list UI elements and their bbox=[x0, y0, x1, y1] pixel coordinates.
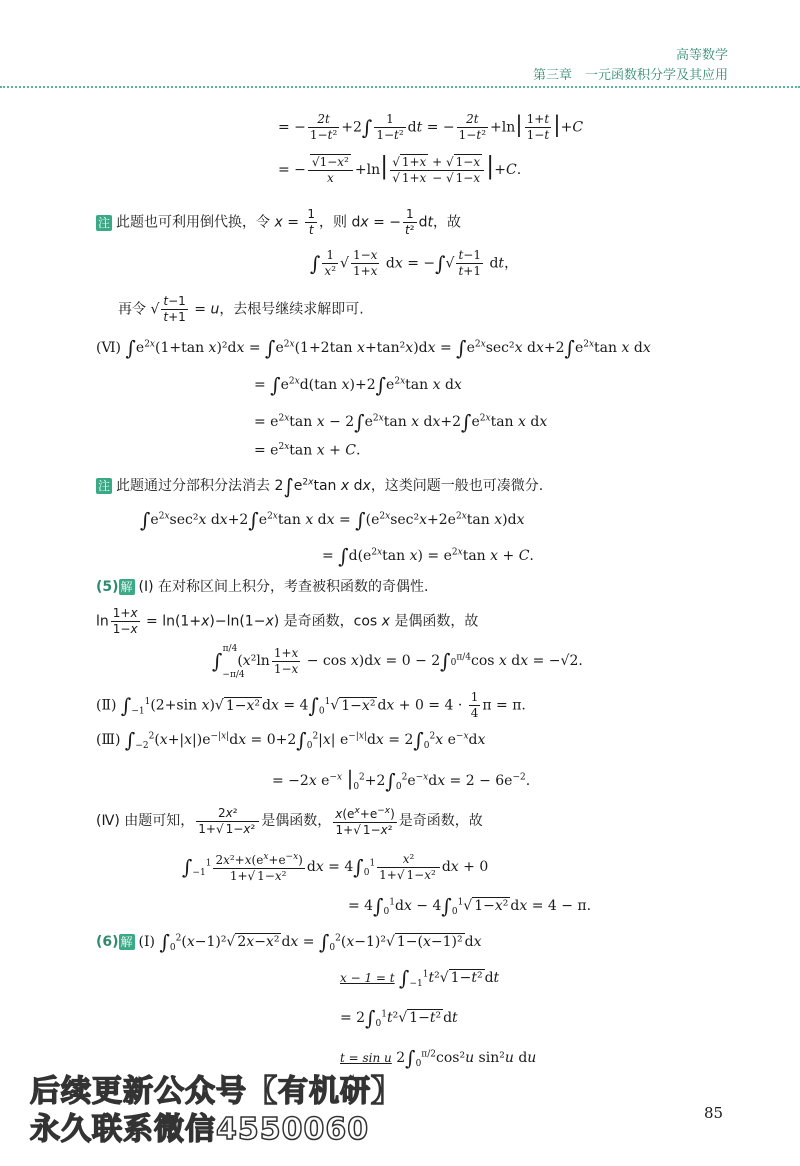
chapter-title: 第三章 一元函数积分学及其应用 bbox=[532, 68, 728, 83]
math-line: (Ⅵ) $\int e^{2x}(1+\tan$ $x)^2dx = \int e^{2x}(1+2\tan$ $x+\tan^2x)dx = \int e^{2x}\sec^2x$ $dx+2\int e^{2x}\tan$ x dx bbox=[96, 336, 651, 360]
math-line: = − $\frac{2t}{\text{1−t²}}$ +2∫ $\frac{1}{\text{1−t²}}$ dt = − $\frac{2t}{\text{1−t²}}$ +ln| $\frac{1+t}{1-t}$ |+C bbox=[278, 112, 584, 142]
math-line: = $e^{2x}\tan$ $x - 2\int e^{2x}\tan$ x $dx+2\int e^{2x}\tan$ x dx bbox=[254, 410, 548, 434]
note-badge: 注 bbox=[97, 479, 110, 493]
header-divider bbox=[0, 86, 800, 88]
solution-badge: 解 bbox=[120, 580, 133, 594]
q6-number: (6) bbox=[96, 934, 119, 950]
math-line: = $\int e^{2x}d(\tan$ $x)+2\int e^{2x}\tan$ x dx bbox=[254, 373, 462, 397]
math-line: (Ⅱ) $\int_{-1}^1(2+\sin$ x)√ 1−x² dx = $4\int_0^1√$ 1−x² dx + 0 = 4 · $\frac{1}{4}$ π = π. bbox=[96, 690, 526, 720]
q5-line: (5) 解 (Ⅰ) 在对称区间上积分，考查被积函数的奇偶性. bbox=[96, 579, 429, 595]
note-badge: 注 bbox=[97, 215, 110, 230]
page-number: 85 bbox=[704, 1104, 724, 1122]
q5-number: (5) bbox=[96, 579, 119, 595]
math-line: $\int e^{2x}\sec^2x$ $dx+2\int e^{2x}\tan$ x dx = $\int(e^{2x}\sec^2x+2e^{2x}\tan$ x)dx bbox=[140, 508, 525, 532]
q6-line: (6) 解 (Ⅰ) $\int_0^2(x-1)^2√$ 2x−x² dx = $\int_0^2(x-1)^2√$ 1−(x−1)² dx bbox=[96, 930, 482, 954]
math-line: t = sin u $2\int_0^{\pi/2}\cos^2u$ sin²u du bbox=[340, 1046, 537, 1070]
math-line: $\int_{-1}^1$ $\frac{2x^2+x(e^x+e^{-x})}{\text{1+√ 1−x²}}$ dx = $4\int_0^1$ $\frac{\text{x²}}{\text{1+√ 1−x²}}$ dx + 0 bbox=[182, 851, 489, 883]
book-title: 高等数学 bbox=[675, 48, 728, 63]
math-line: x − 1 = t $\int_{-1}^1t^2√$ 1−t² dt bbox=[340, 966, 500, 990]
math-line: = $2\int_0^1t^2√$ 1−t² dt bbox=[340, 1006, 458, 1030]
substitution-t: x − 1 = t bbox=[340, 971, 395, 985]
math-line: = $e^{2x}\tan$ x + C. bbox=[254, 442, 361, 459]
solution-badge: 解 bbox=[120, 935, 133, 949]
watermark-line-2: 永久联系微信4550060 bbox=[30, 1112, 370, 1147]
math-line: $\int_{-\pi/4}^{\pi/4}(x^2\ln$ $\frac{1+x}{1-x}$ − $\cos x)dx = 0 - 2\int 0^{\pi/4}\cos$ x dx = −√2. bbox=[212, 644, 583, 680]
substitution-u: t = sin u bbox=[340, 1051, 392, 1065]
math-line: = $\int d(e^{2x}\tan$ $x) = e^{2x}\tan$ x + C. bbox=[322, 544, 534, 568]
text-line: (Ⅳ) 由题可知， $\frac{\text{2x²}}{\text{1+√ 1−x²}}$ 是偶函数， $\frac{x(e^x+e^{-x})}{\text{1+√ 1−x²}}$ 是奇函数，故 bbox=[96, 805, 483, 837]
math-line: = $4\int_0^1dx - 4\int_0^1√$ 1−x² dx = 4 − π. bbox=[348, 894, 592, 918]
math-line: = − $\frac{\text{√1−x²}}{x}$ +ln| $\frac{√ 1+x + √ 1-x}{√ 1+x - √ 1-x}$ |+C. bbox=[278, 152, 522, 185]
text-line: ln $\frac{1+x}{1-x}$ = ln(1+x)−ln(1−x) 是奇函数，cos x 是偶函数，故 bbox=[96, 606, 479, 636]
math-line: ∫ $\frac{1}{\text{x²}}$ √ $\frac{1-x}{1+x}$ dx = −∫√ $\frac{t-1}{t+1}$ dt， bbox=[310, 248, 519, 278]
watermark-line-1: 后续更新公众号【有机研】 bbox=[30, 1074, 402, 1109]
note-line: 注 此题通过分部积分法消去 $2\int e^{2x}\tan$ x dx，这类问题一般也可凑微分. bbox=[97, 474, 544, 498]
math-line: (Ⅲ) $\int_{-2}^2(x+|x|)e^{-|x|}dx = 0+2\int_0^2|x|$ $e^{-|x|}dx = 2\int_0^2x$ $e^{-x}dx$ bbox=[96, 728, 486, 752]
text-line: 再令 √ $\frac{t-1}{t+1}$ = u，去根号继续求解即可. bbox=[118, 294, 364, 324]
note-line: 注 此题也可利用倒代换，令 x = $\frac{1}{t}$ ，则 dx = − $\frac{1}{\text{t²}}$ dt，故 bbox=[97, 207, 461, 237]
math-line: = −2x $e^{-x}$ $|_0^2+2\int_0^2e^{-x}dx = 2 - 6e^{-2}$. bbox=[272, 766, 531, 793]
